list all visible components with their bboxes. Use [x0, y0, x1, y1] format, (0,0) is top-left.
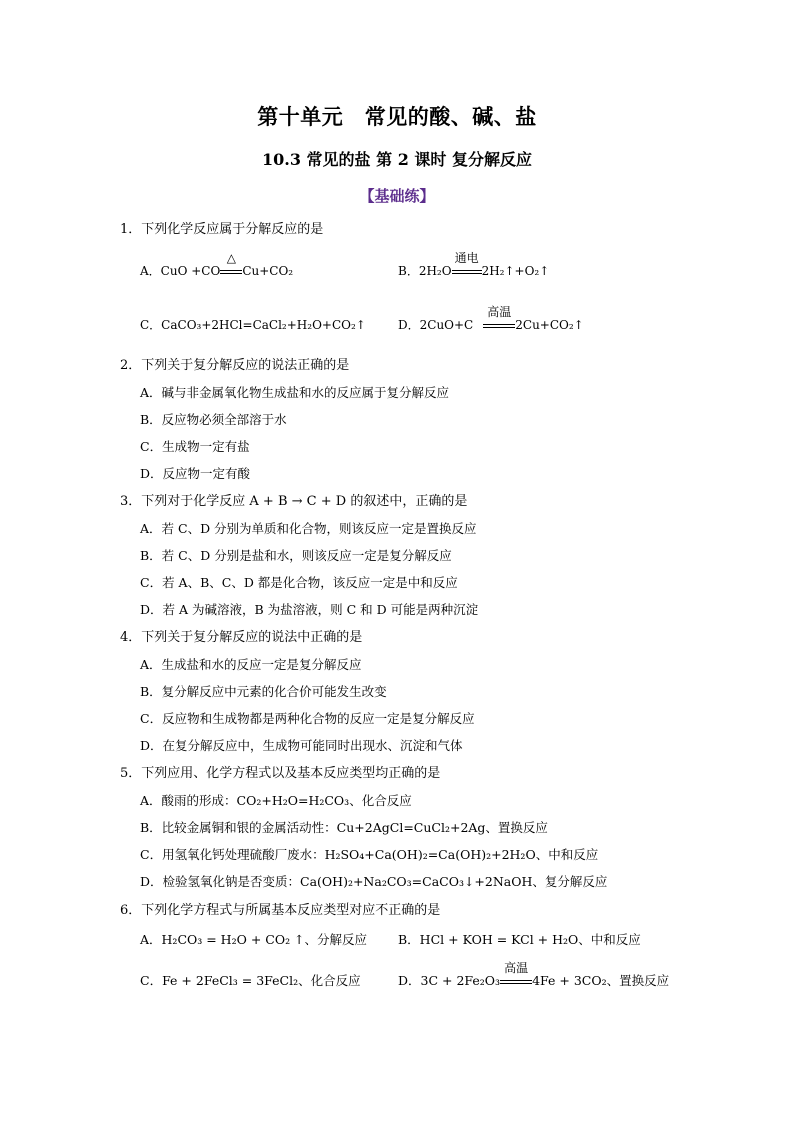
- q6-option-a: A．H₂CO₃ = H₂O + CO₂ ↑、分解反应: [140, 932, 368, 947]
- q6-option-c: C．Fe + 2FeCl₃ = 3FeCl₂、化合反应: [140, 973, 361, 988]
- q4-option-d: D．在复分解反应中，生成物可能同时出现水、沉淀和气体: [140, 738, 463, 753]
- question-5-stem: 5．下列应用、化学方程式以及基本反应类型均正确的是: [120, 766, 441, 781]
- q1-option-a: [140, 251, 294, 280]
- q1-option-b-reactants: B．2H₂O: [398, 264, 452, 278]
- q1-option-c: C．CaCO₃+2HCl=CaCl₂+H₂O+CO₂↑: [140, 318, 366, 332]
- q3-option-b: B．若 C、D 分别是盐和水，则该反应一定是复分解反应: [140, 548, 452, 563]
- q1-option-d: [398, 305, 584, 334]
- q6-option-d-products: 4Fe + 3CO₂、置换反应: [532, 973, 670, 988]
- q4-option-c: C．反应物和生成物都是两种化合物的反应一定是复分解反应: [140, 711, 475, 726]
- q6-option-d-condition: [500, 961, 532, 990]
- q1-option-d-equals-bar: [483, 324, 515, 328]
- q1-option-a-reactants: A．CuO +CO: [140, 264, 221, 278]
- q5-option-a: A．酸雨的形成：CO₂+H₂O=H₂CO₃、化合反应: [140, 793, 412, 808]
- question-1-stem: 1．下列化学反应属于分解反应的是: [120, 222, 324, 237]
- q1-option-b-condition-text: 通电: [454, 251, 479, 265]
- lesson-subtitle: 10.3 常见的盐 第 2 课时 复分解反应: [262, 150, 532, 169]
- q6-option-d-equals-bar: [500, 980, 532, 984]
- question-6-stem: 6．下列化学方程式与所属基本反应类型对应不正确的是: [120, 903, 441, 918]
- q2-option-d: D．反应物一定有酸: [140, 466, 251, 481]
- q1-option-a-equals-bar: [220, 270, 242, 274]
- q1-option-a-condition: [220, 251, 242, 280]
- q2-option-b: B．反应物必须全部溶于水: [140, 412, 287, 427]
- q1-option-d-products: 2Cu+CO₂↑: [515, 318, 584, 332]
- q1-option-b-condition: [452, 251, 482, 280]
- q1-option-b: [398, 251, 550, 280]
- section-heading: 【基础练】: [359, 187, 435, 205]
- q1-option-b-equals-bar: [452, 270, 482, 274]
- q3-option-c: C．若 A、B、C、D 都是化合物，该反应一定是中和反应: [140, 575, 458, 590]
- q1-option-d-reactants: D．2CuO+C: [398, 318, 474, 332]
- unit-title: 第十单元 常见的酸、碱、盐: [257, 104, 537, 129]
- q4-option-b: B．复分解反应中元素的化合价可能发生改变: [140, 684, 387, 699]
- q6-option-d: [398, 961, 670, 990]
- q6-option-d-condition-text: 高温: [504, 961, 529, 975]
- q3-option-d: D．若 A 为碱溶液，B 为盐溶液，则 C 和 D 可能是两种沉淀: [140, 602, 479, 617]
- q1-option-a-condition-text: △: [226, 251, 236, 265]
- q1-option-b-products: 2H₂↑+O₂↑: [481, 264, 550, 278]
- q1-option-d-condition-text: 高温: [487, 305, 512, 319]
- q1-option-a-products: Cu+CO₂: [242, 264, 294, 278]
- question-2-stem: 2．下列关于复分解反应的说法正确的是: [120, 358, 350, 373]
- q5-option-b: B．比较金属铜和银的金属活动性：Cu+2AgCl=CuCl₂+2Ag、置换反应: [140, 820, 548, 835]
- q6-option-d-reactants: D．3C + 2Fe₂O₃: [398, 973, 501, 988]
- q2-option-a: A．碱与非金属氧化物生成盐和水的反应属于复分解反应: [140, 385, 450, 400]
- question-3-stem: 3．下列对于化学反应 A + B → C + D 的叙述中，正确的是: [120, 494, 468, 509]
- q2-option-c: C．生成物一定有盐: [140, 439, 250, 454]
- q1-option-d-condition: [483, 305, 515, 334]
- q6-option-b: B．HCl + KOH = KCl + H₂O、中和反应: [398, 932, 641, 947]
- q5-option-c: C．用氢氧化钙处理硫酸厂废水：H₂SO₄+Ca(OH)₂=Ca(OH)₂+2H₂O、中和反应: [140, 847, 599, 862]
- q3-option-a: A．若 C、D 分别为单质和化合物，则该反应一定是置换反应: [140, 521, 477, 536]
- question-4-stem: 4．下列关于复分解反应的说法中正确的是: [120, 630, 363, 645]
- q4-option-a: A．生成盐和水的反应一定是复分解反应: [140, 657, 362, 672]
- q5-option-d: D．检验氢氧化钠是否变质：Ca(OH)₂+Na₂CO₃=CaCO₃↓+2NaOH、复分解反应: [140, 874, 608, 889]
